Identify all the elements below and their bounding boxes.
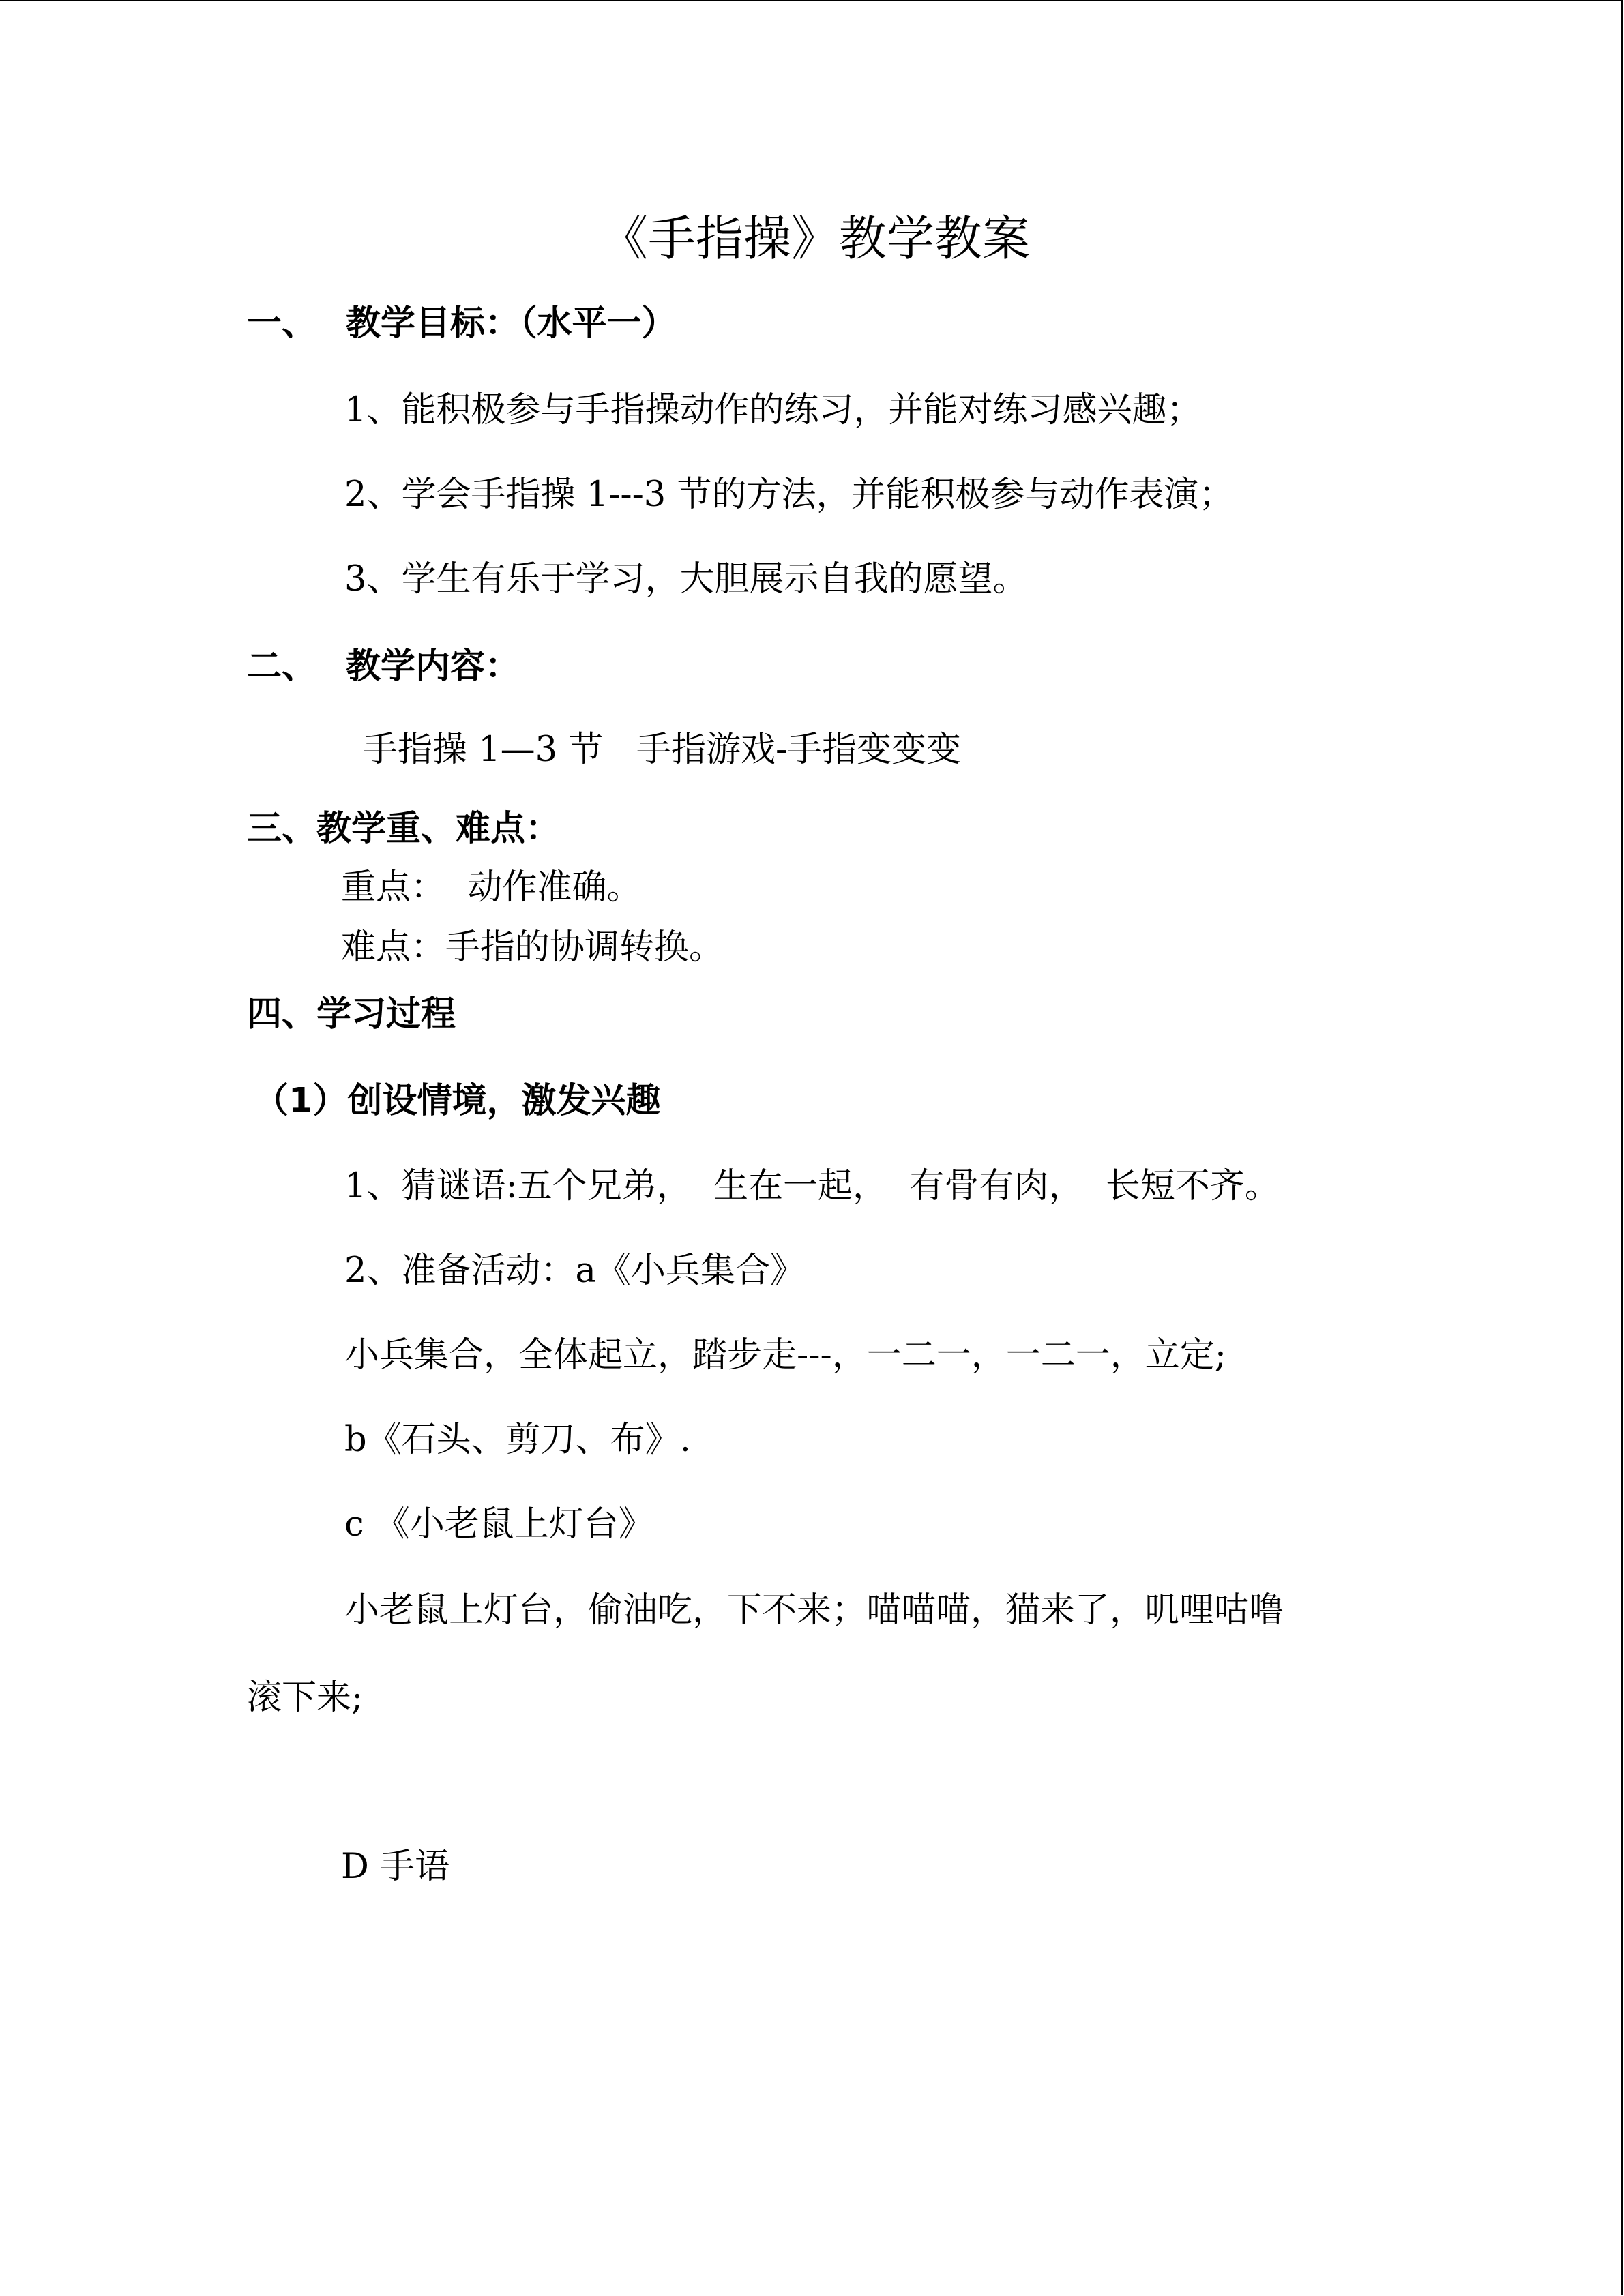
teaching-content: 手指操 1—3 节 手指游戏-手指变变变 [363, 730, 962, 770]
sign-language-line: D 手语 [341, 1847, 450, 1887]
mouse-rhyme: 小老鼠上灯台，偷油吃，下不来；喵喵喵，猫来了，叽哩咕噜 [344, 1590, 1284, 1630]
mouse-rhyme-continued: 滚下来; [247, 1678, 364, 1718]
section-4-heading: 四、学习过程 [247, 994, 456, 1034]
soldier-rhyme: 小兵集合，全体起立，踏步走---，一二一，一二一，立定; [344, 1335, 1226, 1375]
section-1-title: 教学目标：（水平一） [346, 303, 677, 344]
page-title: 《手指操》教学教案 [600, 211, 1030, 267]
riddle-line: 1、猜谜语:五个兄弟， 生在一起， 有骨有肉， 长短不齐。 [344, 1166, 1280, 1206]
section-2-title: 教学内容： [346, 646, 520, 687]
subsection-1-heading: （1）创设情境，激发兴趣 [254, 1081, 661, 1121]
key-point: 重点： 动作准确。 [341, 867, 642, 908]
section-1-heading [247, 303, 677, 344]
mouse-title: c 《小老鼠上灯台》 [344, 1504, 653, 1545]
difficult-point: 难点：手指的协调转换。 [341, 927, 724, 968]
objective-3: 3、学生有乐于学习，大胆展示自我的愿望。 [344, 559, 1028, 599]
objective-1: 1、能积极参与手指操动作的练习，并能对练习感兴趣； [344, 390, 1202, 430]
section-2-heading [247, 646, 520, 687]
section-1-number: 一、 [247, 303, 317, 344]
section-3-heading: 三、教学重、难点： [247, 809, 561, 849]
section-2-number: 二、 [247, 646, 317, 687]
warmup-line: 2、准备活动：a《小兵集合》 [344, 1251, 805, 1291]
rock-paper-scissors: b《石头、剪刀、布》. [344, 1420, 691, 1460]
objective-2: 2、学会手指操 1---3 节的方法，并能积极参与动作表演； [344, 475, 1234, 515]
